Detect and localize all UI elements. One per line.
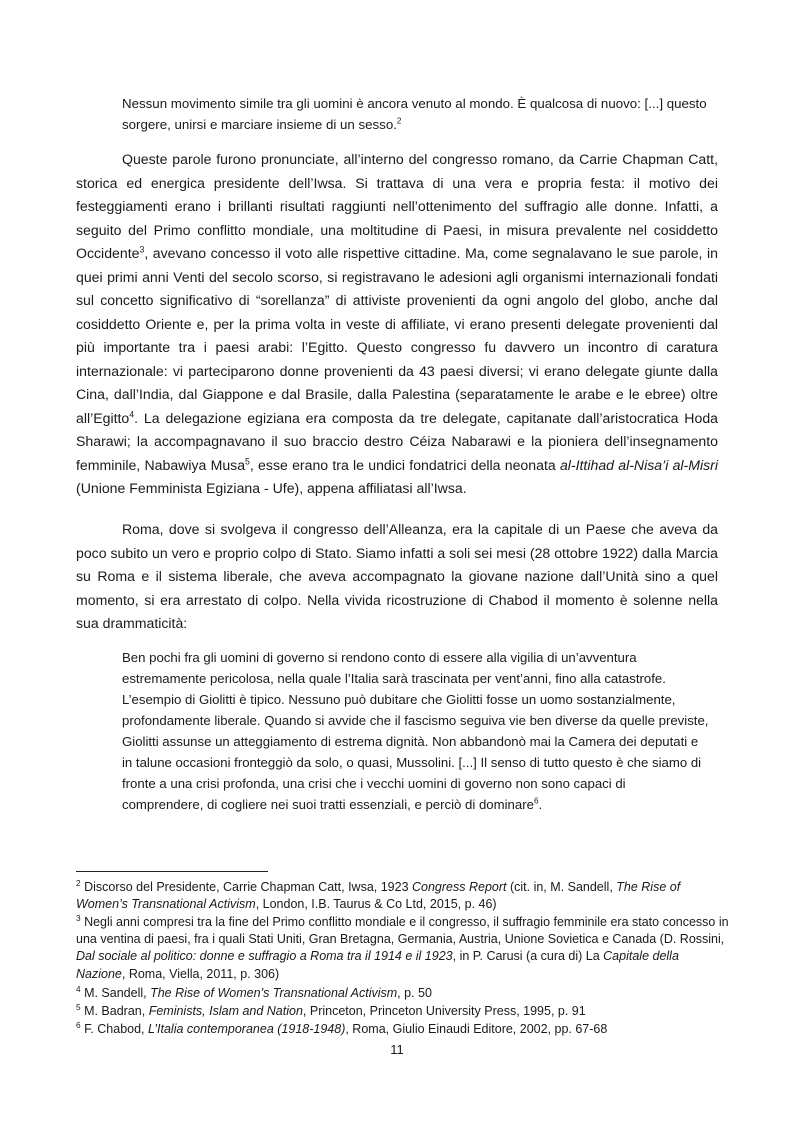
- footnote-ref-5: 5: [245, 455, 250, 466]
- footnote-number: 2: [76, 878, 81, 888]
- quote2-line: L’esempio di Giolitti è tipico. Nessuno può dubitare che Giolitti fosse un uomo sostanzialmente,: [122, 692, 676, 707]
- block-quote-catt: [122, 93, 718, 135]
- footnote-title-italic: Feminists, Islam and Nation: [148, 1004, 303, 1018]
- footnote-number: 6: [76, 1020, 81, 1030]
- footnote-2: [76, 879, 730, 913]
- quote2-line: Ben pochi fra gli uomini di governo si rendono conto di essere alla vigilia di un’avventura: [122, 650, 637, 665]
- footnote-number: 5: [76, 1002, 81, 1012]
- quote2-line: profondamente liberale. Quando si avvide che il fascismo seguiva vie ben diverse da quelle previste,: [122, 713, 709, 728]
- quote2-line: estremamente pericolosa, nella quale l’Italia sarà trascinata per vent’anni, fino alla catastrofe.: [122, 671, 666, 686]
- footnote-text: , Roma, Viella, 2011, p. 306): [121, 966, 280, 981]
- quote2-line: fronte a una crisi profonda, una crisi che i vecchi uomini di governo non sono capaci di: [122, 776, 626, 791]
- footnote-6: [76, 1021, 730, 1038]
- footnote-text: , Roma, Giulio Einaudi Editore, 2002, pp. 67-68: [345, 1022, 608, 1036]
- para1-text-3: . La delegazione egiziana era composta da tre delegate, capitanate dall’aristocratica Hoda Sharawi; la accompagnavano il suo braccio destro Céiza Nabarawi e la pioniera dell’insegnamento femminile, Nabawiya Musa: [76, 409, 718, 473]
- footnote-ref-4: 4: [129, 408, 135, 419]
- footnote-text: (cit. in, M. Sandell,: [506, 880, 617, 894]
- footnote-number: 3: [76, 913, 81, 923]
- para1-text-1: Queste parole furono pronunciate, all’interno del congresso romano, da Carrie Chapman Catt, storica ed energica presidente dell’Iwsa. Si trattava di una vera e propria festa: il motivo dei festeggiamenti erano i brillanti risultati raggiunti nell’ottenimento del suffragio alle donne. Infatti, a seguito del Primo conflitto mondiale, una moltitudine di Paesi, in misura prevalente nel cosiddetto Occidente: [76, 151, 718, 261]
- footnote-ref-3: 3: [139, 244, 145, 255]
- quote2-line: Giolitti assunse un atteggiamento di estrema dignità. Non abbandonò mai la Camera dei deputati e: [122, 734, 699, 749]
- footnote-text: , London, I.B. Taurus & Co Ltd, 2015, p. 46): [255, 897, 497, 912]
- footnote-text: Negli anni compresi tra la fine del Primo conflitto mondiale e il congresso, il suffragio femminile era stato concesso in una ventina di paesi, fra i quali Stati Uniti, Gran Bretagna, Germania, Austria, Unione Sovietica e Canada (D. Rossini,: [76, 915, 729, 947]
- footnote-text: , Princeton, Princeton University Press, 1995, p. 91: [302, 1004, 586, 1018]
- footnote-text: F. Chabod,: [80, 1022, 148, 1036]
- para1-text-2: , avevano concesso il voto alle rispettive cittadine. Ma, come segnalavano le sue parole, in quei primi anni Venti del secolo scorso, si registravano le adesioni agli organismi internazionali fondati sul concetto significativo di “sorellanza” di attiviste provenienti da ogni angolo del globo, anche dal cosiddetto Oriente e, per la prima volta in veste di affiliate, vi erano presenti delegate provenienti dal più importante tra i paesi arabi: l’Egitto. Questo congresso fu davvero un incontro di caratura internazionale: vi parteciparono donne provenienti da 43 paesi diversi; vi erano delegate giunte dalla Cina, dall’India, dal Giappone e dal Brasile, dalla Palestina (separatamente le arabe e le ebree) oltre all’Egitto: [76, 245, 718, 426]
- quote-text: Nessun movimento simile tra gli uomini è ancora venuto al mondo. È qualcosa di nuovo: [...] questo sorgere, unirsi e marciare insieme di un sesso.: [122, 96, 707, 132]
- footnote-text: Discorso del Presidente, Carrie Chapman Catt, Iwsa, 1923: [80, 880, 412, 894]
- footnote-title-italic: Capitale della Nazione: [76, 949, 679, 981]
- footnote-title-italic: L’Italia contemporanea (1918-1948): [148, 1022, 346, 1036]
- footnote-text: , in P. Carusi (a cura di) La: [452, 949, 604, 964]
- footnote-ref-2: 2: [396, 116, 402, 126]
- para1-text-5: (Unione Femminista Egiziana - Ufe), appena affiliatasi all’Iwsa.: [76, 480, 467, 496]
- footnote-title-italic: The Rise of Women’s Transnational Activism: [76, 880, 681, 912]
- quote2-line: in talune occasioni fronteggiò da solo, o quasi, Mussolini. [...] Il senso di tutto questo è che siamo di: [122, 755, 702, 770]
- footnote-5: [76, 1003, 730, 1020]
- footnote-text: M. Badran,: [80, 1004, 149, 1018]
- footnote-text: , p. 50: [397, 986, 432, 1000]
- quote2-line-last: comprendere, di cogliere nei suoi tratti essenziali, e perciò di dominare$^6$.: [122, 796, 543, 812]
- quote2-line-text: comprendere, di cogliere nei suoi tratti essenziali, e perciò di dominare: [122, 797, 534, 812]
- footnote-4: [76, 985, 730, 1002]
- footnote-3: [76, 914, 730, 983]
- footnote-title-italic: Dal sociale al politico: donne e suffragio a Roma tra il 1914 e il 1923: [76, 949, 453, 964]
- paragraph-congress: [76, 148, 718, 501]
- paragraph-roma: [76, 518, 718, 636]
- footnote-ref-6: 6: [533, 796, 539, 806]
- para2-text: Roma, dove si svolgeva il congresso dell’Alleanza, era la capitale di un Paese che aveva da poco subito un vero e proprio colpo di Stato. Siamo infatti a soli sei mesi (28 ottobre 1922) dalla Marcia su Roma e il sistema liberale, che aveva accompagnato la giovane nazione dall’Unità sino a quel momento, si era arrestato di colpo. Nella vivida ricostruzione di Chabod il momento è solenne nella sua drammaticità:: [76, 521, 718, 631]
- org-name-italic: al-Ittihad al-Nisa’i al-Misri: [559, 456, 718, 473]
- block-quote-chabod: [122, 647, 718, 815]
- footnote-text: M. Sandell,: [80, 986, 151, 1000]
- footnote-title-italic: The Rise of Women’s Transnational Activism: [150, 986, 398, 1000]
- footnote-number: 4: [76, 984, 81, 994]
- footnote-separator: [76, 871, 268, 872]
- footnote-title-italic: Congress Report: [412, 880, 507, 894]
- para1-text-4: , esse erano tra le undici fondatrici della neonata: [249, 456, 560, 473]
- page-number: 11: [390, 1042, 404, 1057]
